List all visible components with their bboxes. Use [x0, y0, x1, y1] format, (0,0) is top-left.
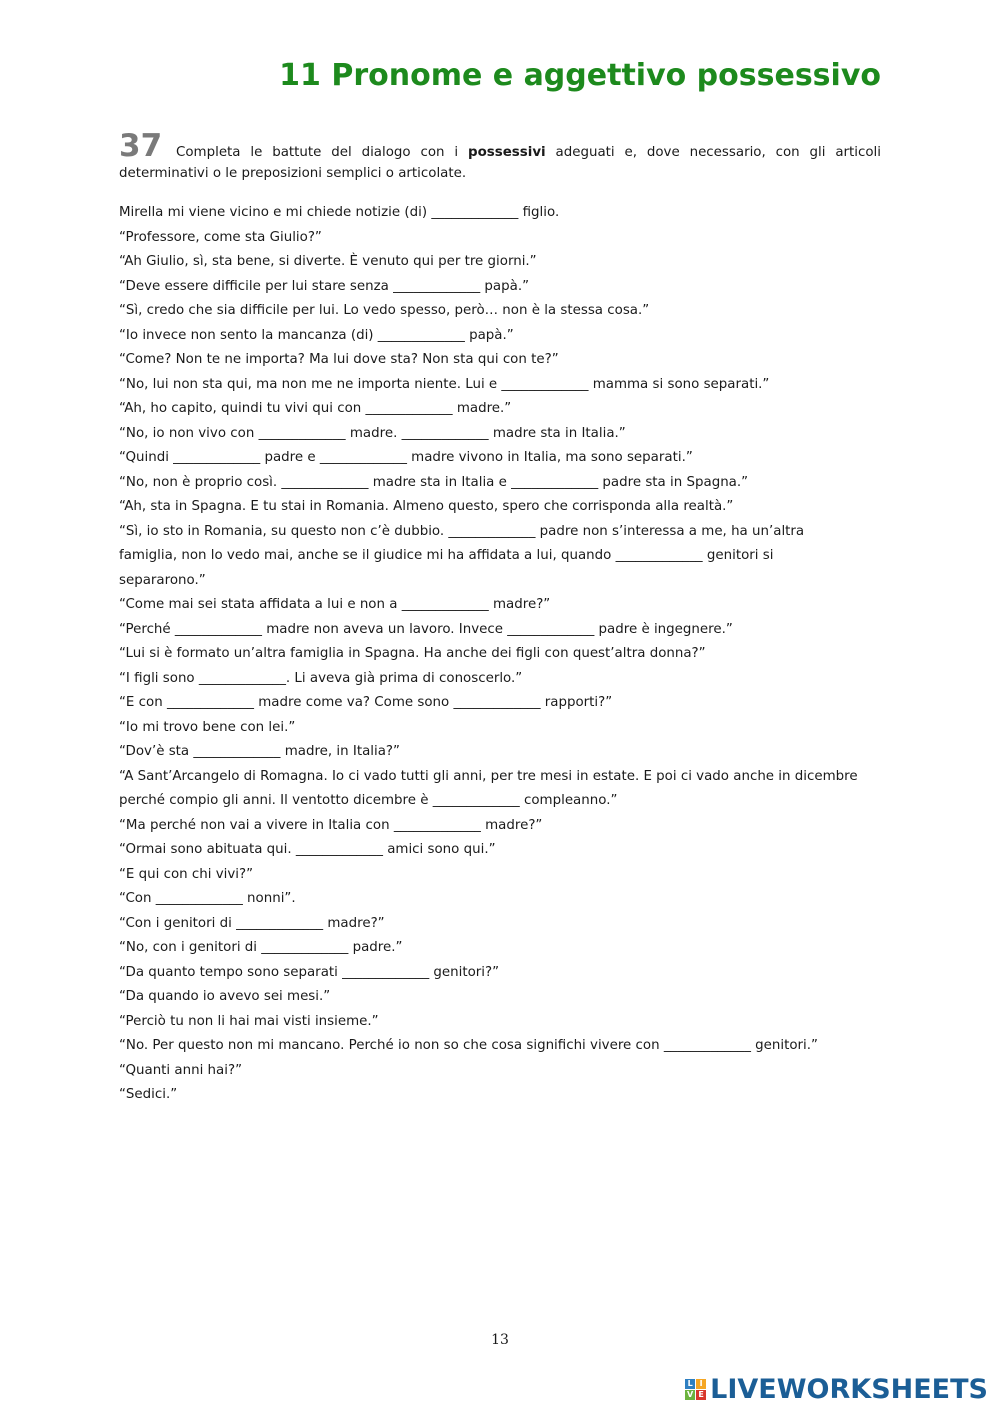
logo-mark-letter: V — [687, 1390, 694, 1399]
dialogue-line: “E con _____________ madre come va? Come sono _____________ rapporti?” — [119, 695, 613, 710]
dialogue-line: separarono.” — [119, 572, 206, 588]
dialogue-line: “Ah, sta in Spagna. E tu stai in Romania. Almeno questo, spero che corrisponda alla realtà.” — [119, 499, 734, 514]
dialogue-line: “E qui con chi vivi?” — [119, 866, 254, 882]
dialogue-line: “Ormai sono abituata qui. _____________ amici sono qui.” — [119, 842, 496, 857]
dialogue-line: “Perciò tu non li hai mai visti insieme.” — [119, 1013, 379, 1029]
dialogue-line: “Sedici.” — [119, 1087, 178, 1102]
dialogue — [119, 201, 881, 1108]
dialogue-line: “Dov’è sta _____________ madre, in Italia?” — [119, 744, 400, 759]
instruction-text-before: Completa le battute del dialogo con i — [166, 145, 468, 160]
logo-text: LIVEWORKSHEETS — [710, 1374, 988, 1405]
dialogue-line: “Deve essere difficile per lui stare senza _____________ papà.” — [119, 278, 530, 294]
instruction-keyword: possessivi — [467, 145, 546, 160]
dialogue-line: “A Sant’Arcangelo di Romagna. Io ci vado tutti gli anni, per tre mesi in estate. E poi ci vado anche in dicembre — [119, 768, 858, 784]
dialogue-line: “No, non è proprio così. _____________ madre sta in Italia e _____________ padre sta in Spagna.” — [119, 474, 749, 490]
page-number: 13 — [491, 1332, 509, 1348]
dialogue-line: “Sì, credo che sia difficile per lui. Lo vedo spesso, però… non è la stessa cosa.” — [119, 303, 650, 318]
dialogue-line: “Da quanto tempo sono separati _____________ genitori?” — [119, 964, 500, 980]
instruction-text-after: adeguati e, dove necessario, con gli articoli determinativi o le preposizioni semplici o articolate. — [119, 145, 882, 181]
page-title: 11 Pronome e aggettivo possessivo — [279, 58, 881, 93]
logo-mark-letter: L — [685, 1379, 695, 1389]
dialogue-line: “No. Per questo non mi mancano. Perché io non so che cosa significhi vivere con _____________ genitori.” — [119, 1038, 818, 1053]
logo-mark-letter: E — [696, 1390, 706, 1400]
dialogue-line: “Come mai sei stata affidata a lui e non a _____________ madre?” — [119, 597, 551, 612]
dialogue-line: “Perché _____________ madre non aveva un lavoro. Invece _____________ padre è ingegnere.” — [119, 621, 733, 637]
dialogue-line: “No, io non vivo con _____________ madre. _____________ madre sta in Italia.” — [119, 425, 626, 441]
dialogue-line: famiglia, non lo vedo mai, anche se il giudice mi ha affidata a lui, quando _____________ genitori si — [119, 548, 774, 563]
exercise-instruction — [119, 128, 882, 184]
dialogue-line: “Professore, come sta Giulio?” — [119, 229, 322, 245]
dialogue-line: “Sì, io sto in Romania, su questo non c’è dubbio. _____________ padre non s’interessa a me, ha un’altra — [119, 523, 805, 539]
dialogue-line: perché compio gli anni. Il ventotto dicembre è _____________ compleanno.” — [119, 793, 618, 808]
dialogue-line: “Quanti anni hai?” — [119, 1062, 243, 1078]
dialogue-line: “Io invece non sento la mancanza (di) _____________ papà.” — [119, 327, 514, 343]
dialogue-line: “Quindi _____________ padre e _____________ madre vivono in Italia, ma sono separati.” — [119, 450, 693, 465]
dialogue-line: “I figli sono _____________. Li aveva già prima di conoscerlo.” — [119, 670, 523, 686]
dialogue-line: “Ah Giulio, sì, sta bene, si diverte. È venuto qui per tre giorni.” — [119, 254, 537, 269]
dialogue-line: “Come? Non te ne importa? Ma lui dove sta? Non sta qui con te?” — [119, 352, 559, 367]
dialogue-line: “Con i genitori di _____________ madre?” — [119, 915, 385, 931]
dialogue-line: “Ma perché non vai a vivere in Italia con _____________ madre?” — [119, 817, 543, 833]
exercise-number: 37 — [119, 128, 163, 164]
dialogue-line: “Ah, ho capito, quindi tu vivi qui con _____________ madre.” — [119, 401, 512, 416]
dialogue-line: “Da quando io avevo sei mesi.” — [119, 989, 331, 1004]
dialogue-line: “Io mi trovo bene con lei.” — [119, 719, 296, 735]
dialogue-line: Mirella mi viene vicino e mi chiede notizie (di) _____________ figlio. — [119, 205, 560, 220]
dialogue-line: “No, lui non sta qui, ma non me ne importa niente. Lui e _____________ mamma si sono separati.” — [119, 376, 770, 392]
dialogue-line: “Con _____________ nonni”. — [119, 891, 296, 906]
dialogue-line: “Lui si è formato un’altra famiglia in Spagna. Ha anche dei figli con quest’altra donna?” — [119, 646, 706, 661]
liveworksheets-logo[interactable] — [685, 1374, 988, 1405]
dialogue-line: “No, con i genitori di _____________ padre.” — [119, 940, 403, 955]
logo-mark-letter: I — [696, 1379, 706, 1389]
logo-mark-icon — [685, 1379, 706, 1400]
